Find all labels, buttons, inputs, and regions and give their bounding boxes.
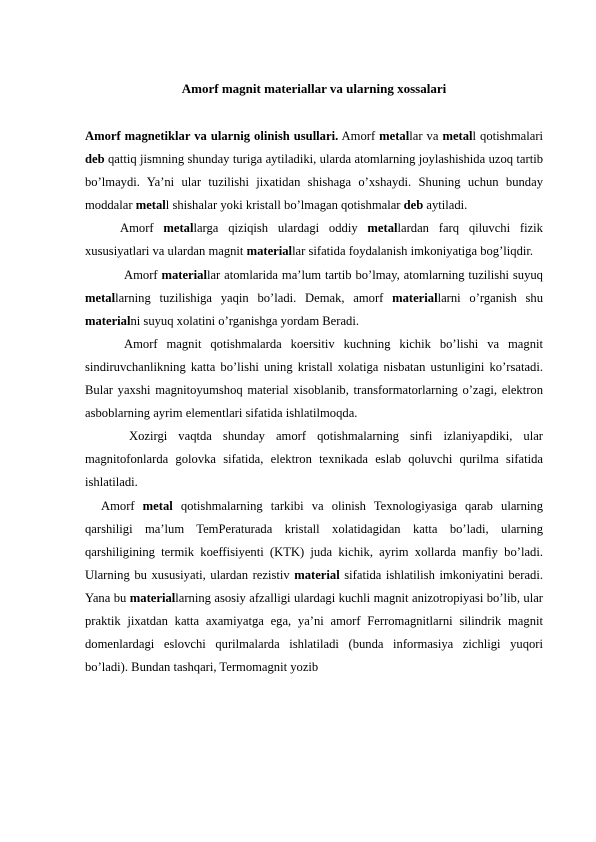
bold-term: metal <box>142 498 173 513</box>
bold-term: metal <box>85 290 116 305</box>
bold-term: metal <box>135 198 166 213</box>
bold-term: metal <box>367 221 398 236</box>
text-run: qotishmalarning tarkibi va olinish Texnologiyasiga qarab ularning qarshiligi ma’lum TemPeraturada kristall xolatidagidan katta bo’ladi, ularning qarshiligining termik koeffisiyenti (KTK) juda kichik, ayrim xollarda manfiy bo’ladi. Ularning bu xususiyati, ulardan rezistiv <box>85 498 544 582</box>
bold-term: metal <box>442 129 473 143</box>
text-run: ni suyuq xolatini o’rganishga yordam Beradi. <box>130 313 359 328</box>
text-run: Amorf <box>101 498 143 513</box>
document-body <box>85 125 543 679</box>
document-page <box>85 82 543 679</box>
paragraph <box>85 333 543 425</box>
paragraph <box>85 264 543 333</box>
bold-term: material <box>392 290 438 305</box>
text-run: l qotishmalari <box>472 129 544 143</box>
text-run: larni o’rganish shu <box>437 290 543 305</box>
text-run: l shishalar yoki kristall bo’lmagan qotishmalar <box>165 198 404 213</box>
text-run: qattiq jismning shunday turiga aytiladiki, ularda atomlarning joylashishida uzoq tartib bo’lmaydi. Ya’ni ular tuzilishi jixatidan shishaga o’xshaydi. Shuning uchun bunday moddalar <box>85 152 543 213</box>
text-run: larga qiziqish ulardagi oddiy <box>193 221 368 236</box>
bold-term: deb <box>403 198 424 213</box>
paragraph <box>85 125 543 217</box>
text-run: sifatida ishlatilish imkoniyatini beradi. Yana bu <box>85 567 543 605</box>
bold-term: material <box>85 313 131 328</box>
paragraph <box>85 425 543 494</box>
bold-term: metal <box>163 221 194 236</box>
text-run: Amorf magnit qotishmalarda koersitiv kuchning kichik bo’lishi va magnit sindiruvchanlikning katta bo’lishi uning kristall xolatiga nisbatan ustunligini ko’rsatadi. Bular yaxshi magnitoyumshoq material xisoblanib, transformatorlarning o’zagi, elektron asboblarning ayrim elementlari sifatida ishlatilmoqda. <box>85 336 543 421</box>
text-run: lar atomlarida ma’lum tartib bo’lmay, atomlarning tuzilishi suyuq <box>206 267 543 282</box>
bold-term: material <box>129 590 176 605</box>
text-run: Amorf <box>124 267 162 282</box>
bold-term: Amorf magnetiklar va ularnig olinish usullari. <box>85 129 339 143</box>
text-run: larning asosiy afzalligi ulardagi kuchli magnit anizotropiyasi bo’lib, ular praktik jixatdan katta axamiyatga ega, ya’ni amorf Ferromagnitlarni silindrik magnit domenlardagi eslovchi qurilmalarda ishlatiladi (bunda informasiya zichligi yuqori bo’ladi). Bundan tashqari, Termomagnit yozib <box>85 590 543 675</box>
bold-term: material <box>161 267 207 282</box>
text-run: Xozirgi vaqtda shunday amorf qotishmalarning sinfi izlaniyapdiki, ular magnitofonlarda golovka sifatida, elektron texnikada eslab qoluvchi qurilma sifatida ishlatiladi. <box>85 429 543 490</box>
bold-term: deb <box>85 152 105 167</box>
bold-term: metal <box>379 129 410 143</box>
bold-term: material <box>246 244 293 259</box>
text-run: Amorf <box>120 221 164 236</box>
text-run: Amorf <box>338 129 380 143</box>
text-run: lardan farq qiluvchi fizik xususiyatlari va ulardan magnit <box>85 221 543 259</box>
bold-term: material <box>294 567 340 582</box>
text-run: lar sifatida foydalanish imkoniyatiga bog’liqdir. <box>292 244 534 259</box>
text-run: larning tuzilishiga yaqin bo’ladi. Demak, amorf <box>115 290 393 305</box>
text-run: lar va <box>409 129 443 143</box>
document-title: Amorf magnit materiallar va ularning xossalari <box>181 81 447 96</box>
paragraph <box>85 495 543 680</box>
paragraph <box>85 217 543 263</box>
text-run: aytiladi. <box>423 198 468 213</box>
